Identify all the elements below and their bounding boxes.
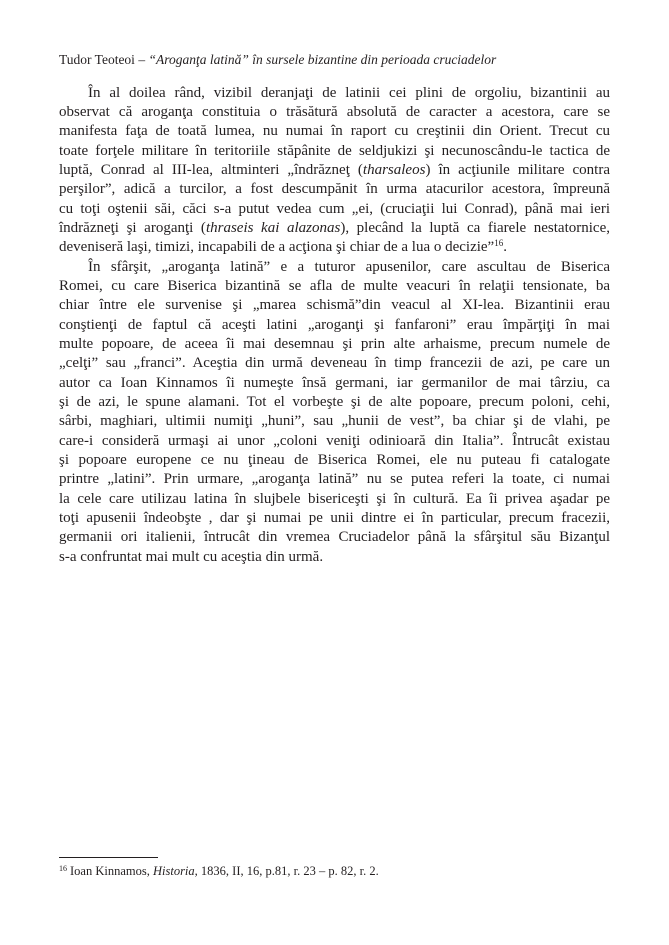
text-line: În sfârşit, „aroganţa latină” e a tuturor apusenilor, care ascultau de Biserica [88, 258, 610, 275]
text-line: Romei, cu care Biserica bizantină se afla de multe veacuri în relaţii tensionate, ba [59, 277, 610, 294]
footnote [59, 864, 379, 879]
text-line: În al doilea rând, vizibil deranjaţi de latinii cei plini de orgoliu, bizantinii au [88, 84, 610, 101]
text-line: toţi apusenii îndeobşte , dar şi numai pe unii dintre ei în particular, precum fracezii, [59, 510, 610, 527]
text-line: s-a confruntat mai mult cu aceştia din urmă. [59, 548, 324, 565]
italic-term: tharsaleos [362, 161, 426, 178]
text-segment: luptă, Conrad al III-lea, altminteri „îndrăzneţ ( [59, 161, 363, 178]
paragraph-2 [59, 258, 610, 568]
header-title: “Aroganţa latină” în sursele bizantine din perioada cruciadelor [148, 52, 497, 67]
text-line: perşilor”, adică a turcilor, a fost descumpănit în urma atacurilor acestora, împreună [59, 181, 610, 198]
text-line: „celţi” sau „franci”. Aceştia din urmă deveneau în timp francezii de azi, pe care un [59, 355, 610, 372]
text-line [59, 219, 610, 238]
text-line: printre „latini”. Prin urmare, „aroganţa latină” nu se putea referi la toate, ci numai [59, 471, 610, 488]
footnote-text: 1836, II, 16, p.81, r. 23 – p. 82, r. 2. [197, 864, 379, 878]
text-line: şi popoare europene ce nu ţineau de Biserica Romei, ele nu puteau fi catalogate [59, 452, 610, 469]
text-line: sârbi, maghiari, ultimii numiţi „huni”, sau „hunii de vest”, ba chiar şi de vlahi, pe [59, 413, 610, 430]
text-line: germanii ori italienii, întrucât din vremea Cruciadelor până la sfârşitul său Bizanţul [59, 529, 610, 546]
running-header [59, 52, 496, 68]
text-line: la cele care utilizau latina în slujbele bisericeşti şi în cultură. Ea îi privea aşadar pe [59, 490, 610, 507]
text-segment: . [503, 239, 507, 256]
text-line [59, 161, 610, 180]
footnote-rule [59, 857, 158, 858]
text-line: observat că aroganţa constituia o trăsătură absolută de caracter a acestora, care se [59, 103, 610, 120]
main-text [59, 84, 610, 568]
text-segment: ) în acţiunile militare contra [425, 161, 611, 178]
italic-term: thraseis kai alazonas [205, 219, 341, 236]
text-line: manifesta faţa de toată lumea, nu numai în raport cu creştinii din Orient. Trecut cu [59, 123, 610, 140]
text-line: conştienţi de faptul că aceşti latini „aroganţi şi fanfaroni” erau împărţiţi în mai [59, 316, 610, 333]
footnote-text: Ioan Kinnamos, [70, 864, 153, 878]
text-line: multe popoare, de aceea îi mai desemnau şi prin alte arhaisme, precum numele de [59, 335, 610, 352]
text-segment: ), plecând la luptă ca fiarele nestatornice, [340, 219, 610, 236]
paragraph-1 [59, 84, 610, 258]
text-segment: deveniseră laşi, timizi, incapabili de a acţiona şi chiar de a lua o decizie” [59, 239, 495, 256]
text-line: şi de azi, le spune alamani. Tot el vorbeşte şi de alte popoare, precum poloni, cehi, [59, 394, 610, 410]
footnote-title: Historia, [152, 864, 198, 878]
text-line: autor ca Ioan Kinnamos îi numeşte însă germani, iar germanilor de mai târziu, ca [59, 374, 610, 391]
header-author: Tudor Teoteoi – [59, 52, 149, 67]
text-segment: îndrăzneţi şi aroganţi ( [59, 219, 206, 236]
text-line: chiar între ele survenise şi „marea schismă”din veacul al XI-lea. Bizantinii erau [59, 297, 610, 314]
text-line: cu toţi oştenii săi, căci s-a putut vedea cum „ei, (cruciaţii lui Conrad), până mai ieri [59, 200, 610, 217]
footnote-reference: 16 [494, 238, 504, 249]
text-line: toate forţele militare în teritoriile stăpânite de seldjukizi şi necunoscându-le tactica de [59, 142, 610, 159]
text-line: care-i consideră urmaşi ai unor „coloni veniţi odinioară din Italia”. Întrucât existau [59, 432, 610, 449]
footnote-number: 16 [59, 864, 67, 873]
text-line [59, 238, 610, 257]
